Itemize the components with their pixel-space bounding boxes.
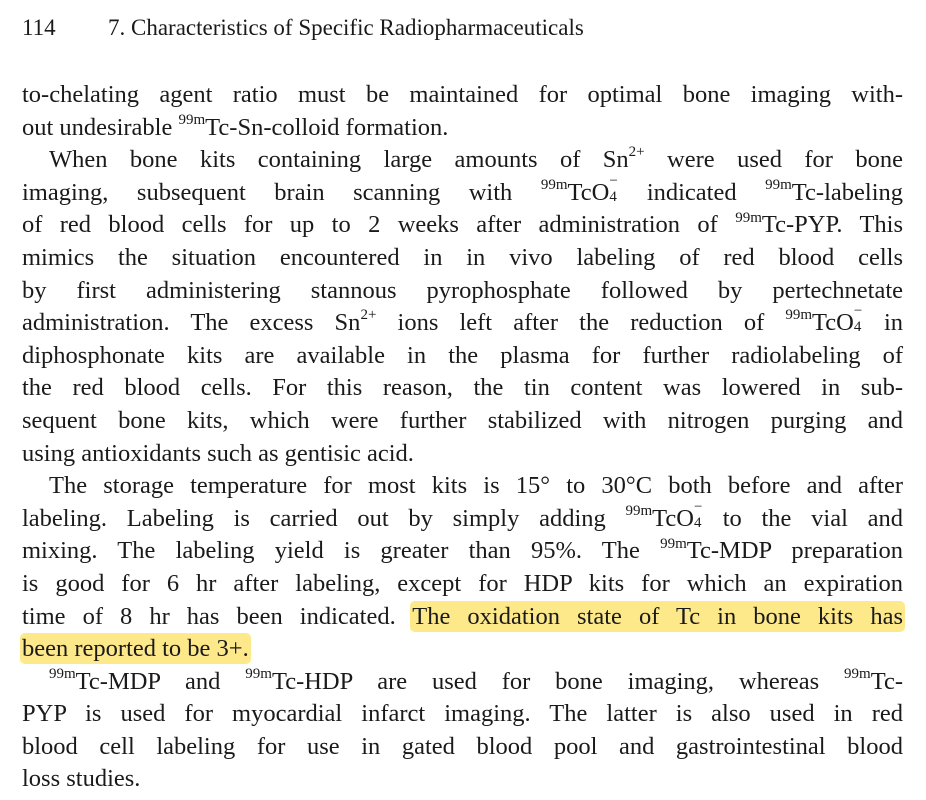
text-line: labeling. Labeling is carried out by simply adding $^{99m}$TcO − 4 to the vial and bbox=[22, 498, 903, 532]
text-line: using antioxidants such as gentisic acid. bbox=[22, 439, 414, 467]
text-line: out undesirable $^{99m}$Tc-Sn-colloid formation. bbox=[22, 111, 449, 141]
text-line: is good for 6 hr after labeling, except for HDP kits for which an expiration bbox=[22, 569, 903, 597]
text-line: loss studies. bbox=[22, 765, 141, 793]
isotope-superscript: 99m bbox=[49, 665, 76, 682]
pertechnetate-formula: TcO − 4 bbox=[812, 303, 863, 337]
isotope-superscript: 99m bbox=[625, 502, 653, 519]
text-line: imaging, subsequent brain scanning with $^{99m}$TcO − 4 indicated $^{99m}$Tc-labeling bbox=[22, 172, 904, 206]
text-line: $^{99m}$Tc-MDP and $^{99m}$Tc-HDP are used for bone imaging, whereas $^{99m}$Tc- bbox=[49, 665, 904, 695]
text-line: When bone kits containing large amounts of $Sn^{2+}$ were used for bone bbox=[49, 144, 903, 174]
isotope-superscript: 99m bbox=[660, 535, 687, 552]
text-line: diphosphonate kits are available in the plasma for further radiolabeling of bbox=[22, 341, 903, 369]
text-line: administration. The excess $Sn^{2+}$ ions left after the reduction of $^{99m}$TcO − 4 in bbox=[22, 303, 904, 337]
text-line: The storage temperature for most kits is 15° to 30°C both before and after bbox=[49, 472, 903, 500]
text-line: mixing. The labeling yield is greater than 95%. The $^{99m}$Tc-MDP preparation bbox=[22, 535, 903, 565]
text-line: time of 8 hr has been indicated. The oxidation state of Tc in bone kits has bbox=[22, 602, 903, 630]
isotope-superscript: 99m bbox=[540, 176, 568, 193]
highlighted-text: The oxidation state of Tc in bone kits has bbox=[412, 602, 903, 630]
isotope-superscript: 99m bbox=[245, 665, 272, 682]
text-line: by first administering stannous pyrophosphate followed by pertechnetate bbox=[22, 276, 903, 304]
chapter-title: 7. Characteristics of Specific Radiopharmaceuticals bbox=[108, 15, 584, 40]
charge-superscript: 2+ bbox=[360, 307, 377, 324]
pertechnetate-formula: TcO − 4 bbox=[652, 498, 703, 532]
text-line: to-chelating agent ratio must be maintained for optimal bone imaging with- bbox=[22, 81, 903, 108]
isotope-superscript: 99m bbox=[785, 307, 813, 324]
text-line: of red blood cells for up to 2 weeks after administration of $^{99m}$Tc-PYP. This bbox=[22, 209, 903, 239]
isotope-superscript: 99m bbox=[178, 111, 206, 128]
body-text bbox=[22, 79, 903, 796]
isotope-superscript: 99m bbox=[844, 665, 871, 682]
highlighted-text: been reported to be 3+. bbox=[22, 635, 249, 663]
charge-superscript: 2+ bbox=[628, 144, 645, 161]
text-line: the red blood cells. For this reason, the tin content was lowered in sub- bbox=[22, 374, 903, 402]
text-line: PYP is used for myocardial infarct imaging. The latter is also used in red bbox=[22, 700, 903, 728]
text-line: sequent bone kits, which were further stabilized with nitrogen purging and bbox=[22, 406, 903, 434]
page-number: 114 bbox=[22, 15, 56, 40]
running-header bbox=[22, 12, 904, 44]
isotope-superscript: 99m bbox=[735, 209, 762, 226]
text-line: blood cell labeling for use in gated blood pool and gastrointestinal blood bbox=[22, 732, 903, 760]
text-line: mimics the situation encountered in in vivo labeling of red blood cells bbox=[22, 243, 903, 271]
text-line bbox=[22, 633, 903, 666]
isotope-superscript: 99m bbox=[765, 176, 792, 193]
pertechnetate-formula: TcO − 4 bbox=[567, 172, 618, 206]
